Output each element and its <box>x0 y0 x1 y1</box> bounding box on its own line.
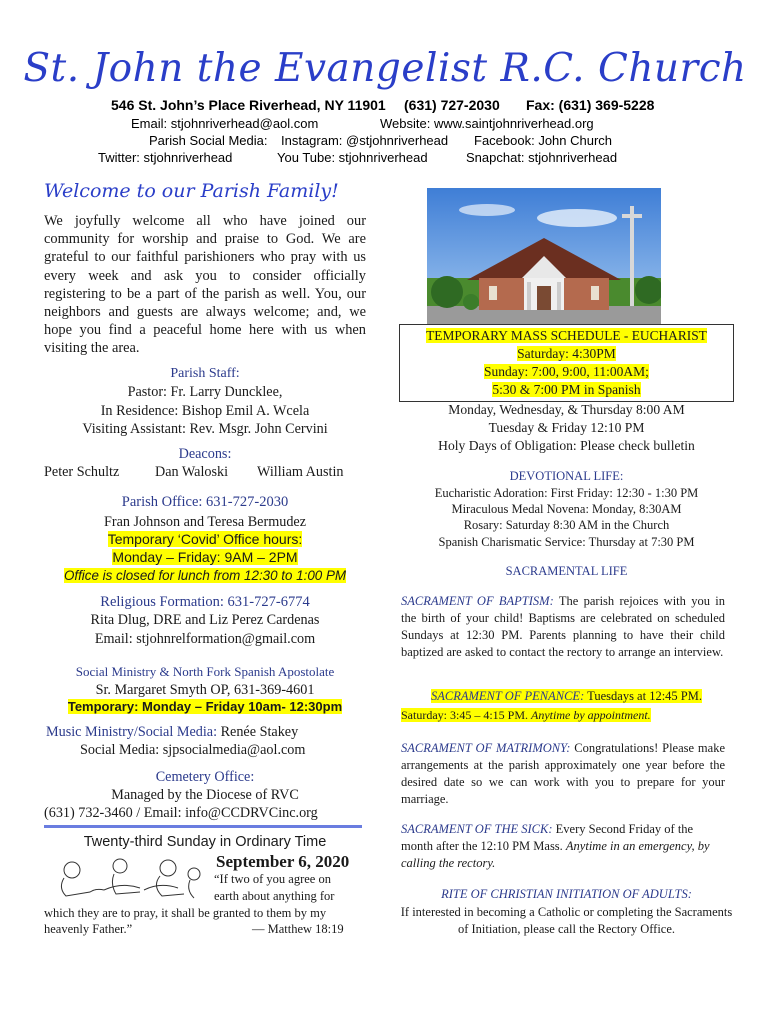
cemetery-managed: Managed by the Diocese of RVC <box>111 787 299 803</box>
mass-tue-fri: Tuesday & Friday 12:10 PM <box>488 420 645 435</box>
penance-appointment: Anytime by appointment. <box>531 708 651 722</box>
mass-weekday: Monday, Wednesday, & Thursday 8:00 AM <box>448 402 685 417</box>
praying-hands-illustration <box>44 852 214 902</box>
penance-saturday: Saturday: 3:45 – 4:15 PM. <box>401 708 529 722</box>
twitter-handle: Twitter: stjohnriverhead <box>98 150 233 165</box>
baptism-text: The parish rejoices with you in the birth of your child! Baptisms are celebrated on scheduled Sundays at 12:30 PM. Parents planning to have their child baptized are asked to contact the rectory to arrange an interview. <box>401 594 725 659</box>
church-photo <box>427 188 661 331</box>
youtube-handle: You Tube: stjohnriverhead <box>277 150 428 165</box>
sick-paragraph <box>401 821 725 872</box>
sick-label: SACRAMENT OF THE SICK: <box>401 822 553 836</box>
devotional-novena: Miraculous Medal Novena: Monday, 8:30AM <box>451 502 682 516</box>
religious-formation-heading: Religious Formation: 631-727-6774 <box>100 594 310 610</box>
church-website: Website: www.saintjohnriverhead.org <box>380 116 594 131</box>
social-media-label: Parish Social Media: <box>149 133 268 148</box>
sunday-date: September 6, 2020 <box>216 852 350 871</box>
sick-text: Every Second Friday of the month after the 12:10 PM Mass. <box>401 822 694 853</box>
devotional-adoration: Eucharistic Adoration: First Friday: 12:30 - 1:30 PM <box>434 486 699 500</box>
sunday-heading: Twenty-third Sunday in Ordinary Time <box>83 834 327 850</box>
music-ministry-label: Music Ministry/Social Media: <box>46 724 218 740</box>
parish-staff-heading: Parish Staff: <box>170 366 240 381</box>
mass-schedule-heading: TEMPORARY MASS SCHEDULE - EUCHARIST <box>426 328 707 343</box>
mass-holy-days: Holy Days of Obligation: Please check bulletin <box>438 438 695 453</box>
quote-line: heavenly Father.” <box>44 922 133 936</box>
pastor-line: Pastor: Fr. Larry Duncklee, <box>127 384 283 400</box>
baptism-label: SACRAMENT OF BAPTISM: <box>401 594 554 608</box>
matrimony-text: Congratulations! Please make arrangements at the parish approximately one year before the desired date so we can work with you to prepare for your marriage. <box>401 741 725 806</box>
formation-staff: Rita Dlug, DRE and Liz Perez Cardenas <box>90 612 320 628</box>
church-fax: Fax: (631) 369-5228 <box>526 97 655 113</box>
section-divider <box>44 825 362 828</box>
church-phone: (631) 727-2030 <box>404 97 500 113</box>
quote-line: “If two of you agree on <box>214 872 331 886</box>
deacon-name: Dan Waloski <box>155 464 229 480</box>
church-address: 546 St. John’s Place Riverhead, NY 11901 <box>111 97 386 113</box>
deacon-name: Peter Schultz <box>44 464 120 480</box>
visiting-assistant-line: Visiting Assistant: Rev. Msgr. John Cervini <box>82 421 328 437</box>
social-ministry-contact: Sr. Margaret Smyth OP, 631-369-4601 <box>95 682 315 698</box>
church-title: St. John the Evangelist R.C. Church <box>23 46 747 91</box>
rcia-label: RITE OF CHRISTIAN INITIATION OF ADULTS: <box>441 887 692 901</box>
penance-tuesday: Tuesdays at 12:45 PM. <box>587 689 702 703</box>
music-ministry-line <box>46 724 298 741</box>
rcia-text: If interested in becoming a Catholic or completing the Sacraments of Initiation, please call the Rectory Office. <box>400 905 733 936</box>
matrimony-label: SACRAMENT OF MATRIMONY: <box>401 741 571 755</box>
mass-sunday: Sunday: 7:00, 9:00, 11:00AM; <box>484 364 649 379</box>
music-ministry-name: Renée Stakey <box>220 724 299 740</box>
social-media-email: Social Media: sjpsocialmedia@aol.com <box>80 742 306 758</box>
baptism-paragraph <box>401 593 725 661</box>
deacons-heading: Deacons: <box>178 446 232 462</box>
sick-emergency: Anytime in an emergency, by calling the rectory. <box>401 839 710 870</box>
social-ministry-heading: Social Ministry & North Fork Spanish Apostolate <box>75 664 335 679</box>
devotional-rosary: Rosary: Saturday 8:30 AM in the Church <box>463 518 670 532</box>
formation-email: Email: stjohnrelformation@gmail.com <box>94 631 316 647</box>
in-residence-line: In Residence: Bishop Emil A. Wcela <box>100 403 310 419</box>
office-hours: Monday – Friday: 9AM – 2PM <box>112 549 298 565</box>
social-ministry-hours: Temporary: Monday – Friday 10am- 12:30pm <box>67 699 343 714</box>
mass-saturday: Saturday: 4:30PM <box>517 346 616 361</box>
penance-label: SACRAMENT OF PENANCE: <box>431 689 585 703</box>
cemetery-contact: (631) 732-3460 / Email: info@CCDRVCinc.org <box>44 805 318 821</box>
church-email: Email: stjohnriverhead@aol.com <box>131 116 319 131</box>
office-lunch-notice: Office is closed for lunch from 12:30 to 1:00 PM <box>63 568 347 583</box>
welcome-paragraph: We joyfully welcome all who have joined our community for worship and praise to God. We are grateful to our faithful parishioners who pray with us every week and ask you to consider officially registering to be a part of the parish as well. You, our neighbors and guests are always welcome; and, we hope you find a peaceful home here with us when visiting the area. <box>44 213 366 357</box>
devotional-charismatic: Spanish Charismatic Service: Thursday at 7:30 PM <box>438 535 695 549</box>
facebook-handle: Facebook: John Church <box>474 133 613 148</box>
sacramental-heading: SACRAMENTAL LIFE <box>505 564 628 578</box>
mass-spanish: 5:30 & 7:00 PM in Spanish <box>492 382 641 397</box>
devotional-heading: DEVOTIONAL LIFE: <box>509 469 624 483</box>
deacon-name: William Austin <box>257 464 344 480</box>
matrimony-paragraph <box>401 740 725 808</box>
snapchat-handle: Snapchat: stjohnriverhead <box>466 150 618 165</box>
quote-line: which they are to pray, it shall be granted to them by my <box>44 906 327 920</box>
cemetery-heading: Cemetery Office: <box>155 769 255 785</box>
quote-citation: — Matthew 18:19 <box>252 922 344 936</box>
covid-hours-heading: Temporary ‘Covid’ Office hours: <box>107 531 303 547</box>
parish-office-heading: Parish Office: 631-727-2030 <box>121 494 289 510</box>
quote-line: earth about anything for <box>214 889 335 903</box>
welcome-heading: Welcome to our Parish Family! <box>44 180 339 202</box>
instagram-handle: Instagram: @stjohnriverhead <box>281 133 449 148</box>
office-staff: Fran Johnson and Teresa Bermudez <box>103 514 307 530</box>
